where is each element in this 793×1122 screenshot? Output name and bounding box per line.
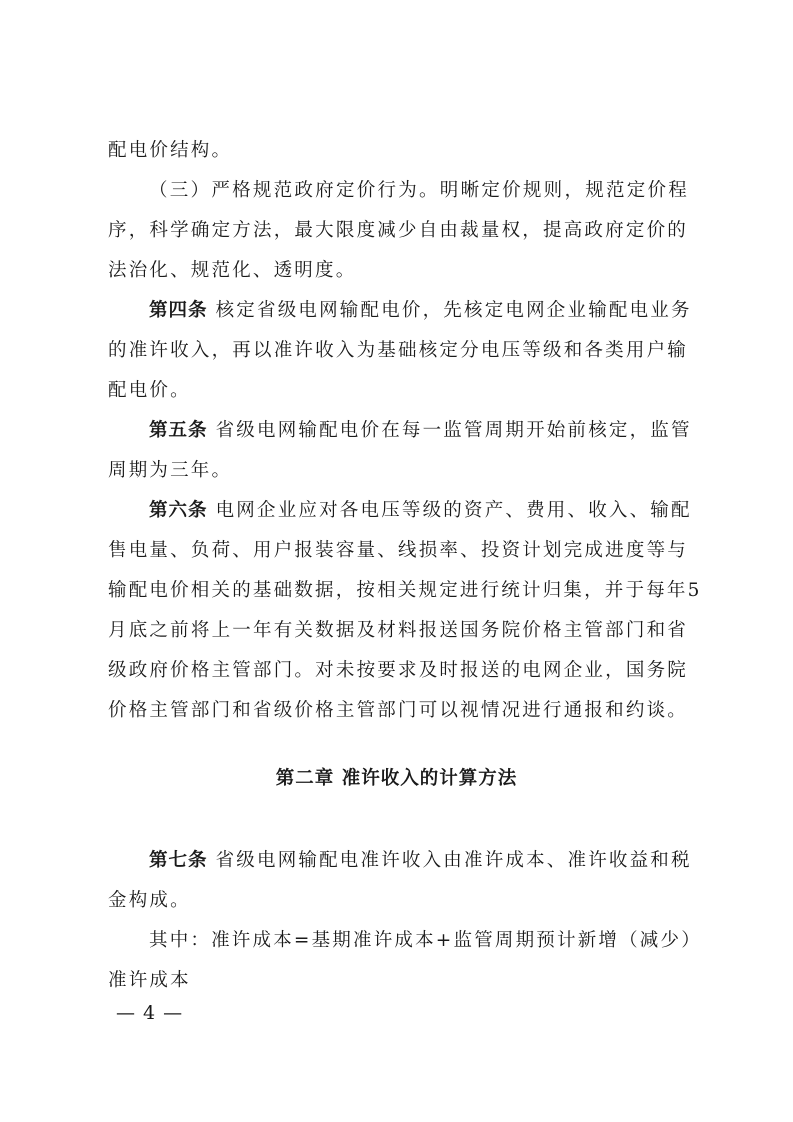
article-heading: 第六条 [149,500,208,521]
article-heading: 第五条 [149,420,208,441]
text-line: 的准许收入，再以准许收入为基础核定分电压等级和各类用户输 [108,340,688,361]
text-line: 准许成本 [108,970,191,991]
text-line: 售电量、负荷、用户报装容量、线损率、投资计划完成进度等与 [108,540,688,561]
article-text: 省级电网输配电价在每一监管周期开始前核定，监管 [215,420,692,441]
article-4-line [149,296,692,326]
text-line: 价格主管部门和省级价格主管部门可以视情况进行通报和约谈。 [108,700,688,721]
text-line: 配电价结构。 [108,140,233,161]
text-line: 月底之前将上一年有关数据及材料报送国务院价格主管部门和省 [108,620,688,641]
article-heading: 第四条 [149,300,208,321]
text-line: 其中：准许成本=基期准许成本+监管周期预计新增（减少） [149,930,702,951]
article-6-line [149,496,692,526]
text-line: 金构成。 [108,890,191,911]
article-7-line [149,846,692,876]
text-line: 级政府价格主管部门。对未按要求及时报送的电网企业，国务院 [108,660,688,681]
article-text: 省级电网输配电准许收入由准许成本、准许收益和税 [215,850,692,871]
text-line: 输配电价相关的基础数据，按相关规定进行统计归集，并于每年5 [108,580,702,601]
text-line: 法治化、规范化、透明度。 [108,260,357,281]
text-line: （三）严格规范政府定价行为。明晰定价规则，规范定价程 [149,180,689,201]
article-heading: 第七条 [149,850,208,871]
article-5-line [149,416,692,446]
text-line: 周期为三年。 [108,460,233,481]
page-number: — 4 — [116,1002,184,1024]
text-line: 序，科学确定方法，最大限度减少自由裁量权，提高政府定价的 [108,220,688,241]
chapter-heading: 第二章 准许收入的计算方法 [275,768,518,789]
article-text: 核定省级电网输配电价，先核定电网企业输配电业务 [215,300,692,321]
article-text: 电网企业应对各电压等级的资产、费用、收入、输配 [215,500,692,521]
text-line: 配电价。 [108,380,191,401]
